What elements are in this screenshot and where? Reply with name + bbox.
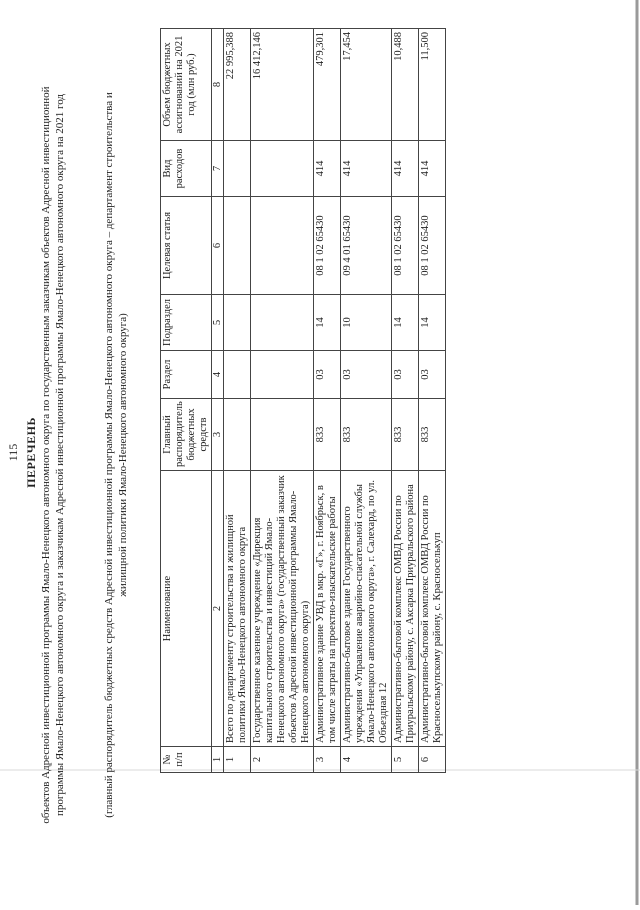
cell-num: 3 — [314, 747, 341, 773]
cell-gr: 833 — [419, 399, 446, 471]
cell-gr — [251, 399, 314, 471]
cell-vol: 16 412,146 — [251, 29, 314, 141]
cell-razdel: 03 — [341, 351, 392, 399]
header-vol: Объем бюджетных ассигнований на 2021 год (млн руб.) — [161, 29, 212, 141]
cell-gr: 833 — [341, 399, 392, 471]
cell-cs: 08 1 02 65430 — [419, 197, 446, 295]
cell-num: 1 — [224, 747, 251, 773]
header-row — [161, 29, 212, 773]
cell-vr: 414 — [392, 141, 419, 197]
cell-podrazdel: 14 — [419, 295, 446, 351]
cell-podrazdel: 10 — [341, 295, 392, 351]
table-row — [392, 29, 419, 773]
cell-podrazdel — [224, 295, 251, 351]
cell-name: Административно-бытовое здание Государственного учреждения «Управление аварийно-спасательной службы Ямало-Ненецкого автономного округа», г. Салехард, по ул. Объездная 12 — [341, 471, 392, 747]
objects-table — [160, 28, 446, 773]
header-vr: Вид расходов — [161, 141, 212, 197]
cell-num: 4 — [341, 747, 392, 773]
table-row — [314, 29, 341, 773]
cell-num: 5 — [392, 747, 419, 773]
col-number: 2 — [212, 471, 224, 747]
cell-name: Всего по департаменту строительства и жилищной политики Ямало-Ненецкого автономного округа — [224, 471, 251, 747]
col-number: 1 — [212, 747, 224, 773]
header-gr: Главный распорядитель бюджетных средств — [161, 399, 212, 471]
cell-vol: 479,301 — [314, 29, 341, 141]
cell-razdel — [251, 351, 314, 399]
table-row — [224, 29, 251, 773]
cell-vol: 17,454 — [341, 29, 392, 141]
col-number: 8 — [212, 29, 224, 141]
cell-name: Государственное казенное учреждение «Дирекция капитального строительства и инвестиций Ямало-Ненецкого автономного округа» (государственный заказчик объектов Адресной инвестиционной программы Ямало-Ненецкого автономного округа) — [251, 471, 314, 747]
header-razdel: Раздел — [161, 351, 212, 399]
cell-vr — [251, 141, 314, 197]
col-number: 7 — [212, 141, 224, 197]
cell-vr: 414 — [341, 141, 392, 197]
cell-podrazdel — [251, 295, 314, 351]
cell-gr: 833 — [392, 399, 419, 471]
header-podrazdel: Подраздел — [161, 295, 212, 351]
table-row — [419, 29, 446, 773]
cell-name: Административное здание УВД в мкр. «Г», г. Ноябрьск, в том числе затраты на проектно-изыскательские работы — [314, 471, 341, 747]
page-number: 115 — [6, 443, 20, 462]
table-row — [251, 29, 314, 773]
cell-cs: 09 4 01 65430 — [341, 197, 392, 295]
col-number: 6 — [212, 197, 224, 295]
cell-vol: 11,500 — [419, 29, 446, 141]
document-subtitle-2: (главный распорядитель бюджетных средств Адресной инвестиционной программы Ямало-Ненецкого автономного округа – департамент строительства и жилищной политики Ямало-Ненецкого автономного округа) — [103, 92, 129, 818]
col-number: 5 — [212, 295, 224, 351]
cell-name: Административно-бытовой комплекс ОМВД России по Красноселькупскому району, с. Красноселькуп — [419, 471, 446, 747]
cell-vol: 22 995,388 — [224, 29, 251, 141]
header-name: Наименование — [161, 471, 212, 747]
cell-razdel: 03 — [419, 351, 446, 399]
cell-razdel: 03 — [314, 351, 341, 399]
cell-razdel: 03 — [392, 351, 419, 399]
header-cs: Целевая статья — [161, 197, 212, 295]
cell-name: Административно-бытовой комплекс ОМВД России по Приуральскому району, с. Аксарка Приуральского района — [392, 471, 419, 747]
cell-num: 2 — [251, 747, 314, 773]
cell-razdel — [224, 351, 251, 399]
header-num: № п/п — [161, 747, 212, 773]
cell-vol: 10,488 — [392, 29, 419, 141]
column-number-row — [212, 29, 224, 773]
document-title: ПЕРЕЧЕНЬ — [24, 417, 38, 488]
cell-gr: 833 — [314, 399, 341, 471]
col-number: 4 — [212, 351, 224, 399]
cell-gr — [224, 399, 251, 471]
cell-podrazdel: 14 — [314, 295, 341, 351]
col-number: 3 — [212, 399, 224, 471]
cell-vr: 414 — [419, 141, 446, 197]
cell-cs — [251, 197, 314, 295]
cell-vr — [224, 141, 251, 197]
cell-podrazdel: 14 — [392, 295, 419, 351]
cell-cs — [224, 197, 251, 295]
table-row — [341, 29, 392, 773]
cell-cs: 08 1 02 65430 — [314, 197, 341, 295]
cell-num: 6 — [419, 747, 446, 773]
cell-vr: 414 — [314, 141, 341, 197]
cell-cs: 08 1 02 65430 — [392, 197, 419, 295]
document-subtitle: объектов Адресной инвестиционной программы Ямало-Ненецкого автономного округа по государственным заказчикам объектов Адресной инвестиционной программы Ямало-Ненецкого автономного округа и заказчикам Адресной инвестиционной программы Ямало-Ненецкого автономного округа на 2021 год — [40, 86, 66, 824]
